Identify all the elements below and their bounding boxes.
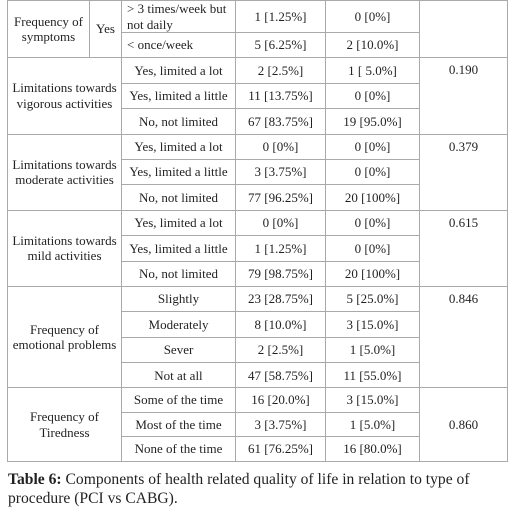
table-row (8, 286, 508, 311)
cabg-cell: 20 [100%] (326, 261, 420, 286)
table-row (8, 210, 508, 235)
category-cell: Moderately (122, 312, 236, 337)
cabg-cell: 0 [0%] (326, 236, 420, 261)
category-cell: Yes, limited a lot (122, 210, 236, 235)
category-cell: No, not limited (122, 261, 236, 286)
pci-cell: 79 [98.75%] (236, 261, 326, 286)
cabg-cell: 0 [0%] (326, 134, 420, 159)
pci-cell: 11 [13.75%] (236, 83, 326, 108)
p-value-cell: 0.846 (420, 286, 508, 388)
category-cell: > 3 times/week but not daily (122, 1, 236, 33)
pci-cell: 3 [3.75%] (236, 159, 326, 184)
pci-cell: 67 [83.75%] (236, 109, 326, 134)
p-value-cell (420, 1, 508, 58)
pci-cell: 2 [2.5%] (236, 337, 326, 362)
pci-cell: 5 [6.25%] (236, 33, 326, 58)
caption-label: Table 6: (8, 471, 62, 488)
table-row (8, 388, 508, 413)
category-cell: Yes, limited a lot (122, 58, 236, 83)
p-value-cell: 0.860 (420, 388, 508, 462)
row-group-label: Limitations towards mild activities (8, 210, 122, 286)
cabg-cell: 3 [15.0%] (326, 388, 420, 413)
cabg-cell: 19 [95.0%] (326, 109, 420, 134)
category-cell: Most of the time (122, 412, 236, 437)
category-cell: No, not limited (122, 185, 236, 210)
cabg-cell: 0 [0%] (326, 159, 420, 184)
category-cell: None of the time (122, 437, 236, 462)
pci-cell: 23 [28.75%] (236, 286, 326, 311)
category-cell: No, not limited (122, 109, 236, 134)
cabg-cell: 16 [80.0%] (326, 437, 420, 462)
pci-cell: 77 [96.25%] (236, 185, 326, 210)
category-cell: Not at all (122, 363, 236, 388)
category-cell: Yes, limited a little (122, 159, 236, 184)
cabg-cell: 1 [ 5.0%] (326, 58, 420, 83)
row-group-label: Limitations towards vigorous activities (8, 58, 122, 134)
p-value-cell: 0.190 (420, 58, 508, 134)
pci-cell: 2 [2.5%] (236, 58, 326, 83)
row-group-label: Frequency of symptoms (8, 1, 90, 58)
p-value-cell: 0.615 (420, 210, 508, 286)
cabg-cell: 3 [15.0%] (326, 312, 420, 337)
cabg-cell: 11 [55.0%] (326, 363, 420, 388)
table-caption (8, 470, 508, 508)
cabg-cell: 1 [5.0%] (326, 412, 420, 437)
category-cell: Some of the time (122, 388, 236, 413)
pci-cell: 61 [76.25%] (236, 437, 326, 462)
cabg-cell: 0 [0%] (326, 83, 420, 108)
table-row (8, 58, 508, 83)
category-cell: Yes, limited a lot (122, 134, 236, 159)
table-row (8, 134, 508, 159)
row-group-label: Limitations towards moderate activities (8, 134, 122, 210)
row-group-label: Frequency of emotional problems (8, 286, 122, 388)
category-cell: Yes, limited a little (122, 83, 236, 108)
category-cell: Sever (122, 337, 236, 362)
pci-cell: 47 [58.75%] (236, 363, 326, 388)
yes-label: Yes (90, 1, 122, 58)
pci-cell: 8 [10.0%] (236, 312, 326, 337)
cabg-cell: 0 [0%] (326, 210, 420, 235)
cabg-cell: 0 [0%] (326, 1, 420, 33)
pci-cell: 0 [0%] (236, 210, 326, 235)
cabg-cell: 1 [5.0%] (326, 337, 420, 362)
category-cell: Yes, limited a little (122, 236, 236, 261)
p-value-cell: 0.379 (420, 134, 508, 210)
pci-cell: 3 [3.75%] (236, 412, 326, 437)
cabg-cell: 2 [10.0%] (326, 33, 420, 58)
category-cell: < once/week (122, 33, 236, 58)
cabg-cell: 5 [25.0%] (326, 286, 420, 311)
table-row (8, 1, 508, 33)
pci-cell: 0 [0%] (236, 134, 326, 159)
category-cell: Slightly (122, 286, 236, 311)
cabg-cell: 20 [100%] (326, 185, 420, 210)
pci-cell: 16 [20.0%] (236, 388, 326, 413)
pci-cell: 1 [1.25%] (236, 236, 326, 261)
row-group-label: Frequency of Tiredness (8, 388, 122, 462)
pci-cell: 1 [1.25%] (236, 1, 326, 33)
caption-text: Components of health related quality of life in relation to type of procedure (PCI vs CABG). (8, 471, 470, 507)
health-quality-table (7, 0, 508, 462)
